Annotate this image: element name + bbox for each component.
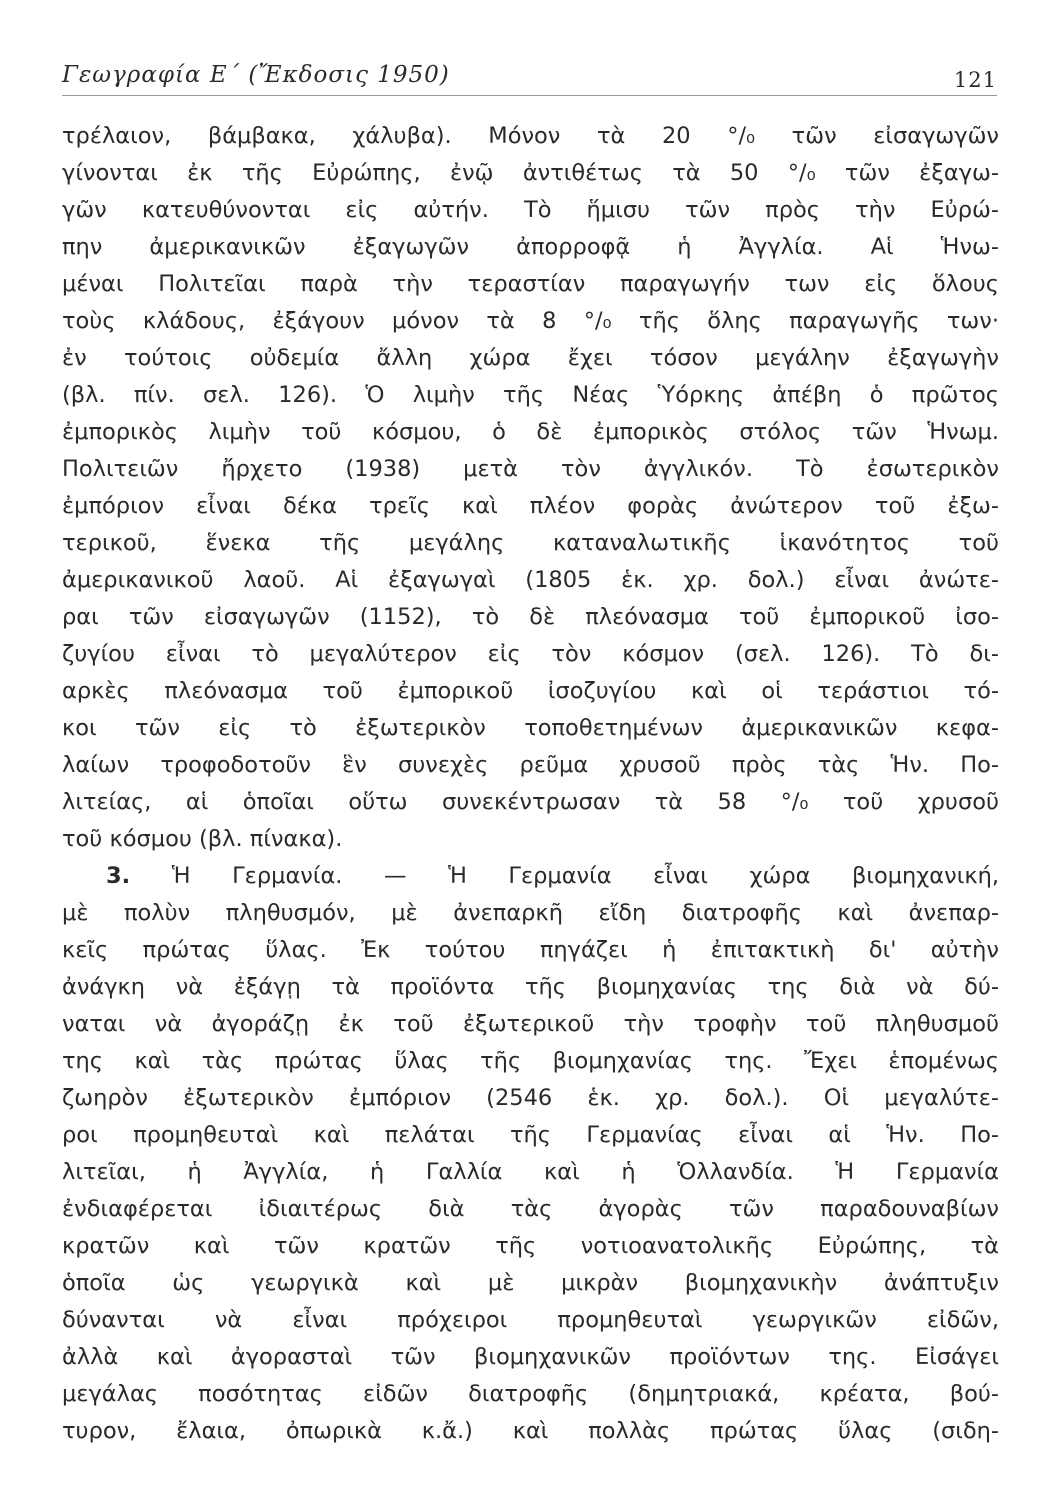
text-line: τοὺς κλάδους, ἐξάγουν μόνον τὰ 8 °/₀ τῆς ὅλης παραγωγῆς των· xyxy=(62,308,999,334)
text-line: ἀνάγκη νὰ ἐξάγῃ τὰ προϊόντα τῆς βιομηχανίας της διὰ νὰ δύ- xyxy=(62,974,999,1000)
text-line: κρατῶν καὶ τῶν κρατῶν τῆς νοτιοανατολικῆς Εὐρώπης, τὰ xyxy=(62,1233,999,1259)
text-line: λαίων τροφοδοτοῦν ἓν συνεχὲς ρεῦμα χρυσοῦ πρὸς τὰς Ἡν. Πο- xyxy=(62,752,999,778)
text-line: τερικοῦ, ἕνεκα τῆς μεγάλης καταναλωτικῆς ἱκανότητος τοῦ xyxy=(62,530,999,556)
text-line: ζωηρὸν ἐξωτερικὸν ἐμπόριον (2546 ἑκ. χρ. δολ.). Οἱ μεγαλύτε- xyxy=(62,1085,999,1111)
text-line: μὲ πολὺν πληθυσμόν, μὲ ἀνεπαρκῆ εἴδη διατροφῆς καὶ ἀνεπαρ- xyxy=(62,900,999,926)
text-line: ροι προμηθευταὶ καὶ πελάται τῆς Γερμανίας εἶναι αἱ Ἡν. Πο- xyxy=(62,1122,999,1148)
text-line: τυρον, ἔλαια, ὀπωρικὰ κ.ἄ.) καὶ πολλὰς πρώτας ὕλας (σιδη- xyxy=(62,1418,999,1444)
section-heading-text: Ἡ Γερμανία. — Ἡ Γερμανία εἶναι χώρα βιομηχανική, xyxy=(171,863,999,889)
text-line: τρέλαιον, βάμβακα, χάλυβα). Μόνον τὰ 20 °/₀ τῶν εἰσαγωγῶν xyxy=(62,123,999,149)
text-line: τοῦ κόσμου (βλ. πίνακα). xyxy=(62,826,343,852)
text-line: λιτεῖαι, ἡ Ἀγγλία, ἡ Γαλλία καὶ ἡ Ὁλλανδία. Ἡ Γερμανία xyxy=(62,1159,999,1185)
text-line: ὁποῖα ὡς γεωργικὰ καὶ μὲ μικρὰν βιομηχανικὴν ἀνάπτυξιν xyxy=(62,1270,999,1296)
text-line: ἀμερικανικοῦ λαοῦ. Αἱ ἐξαγωγαὶ (1805 ἑκ. χρ. δολ.) εἶναι ἀνώτε- xyxy=(62,567,999,593)
text-line: ζυγίου εἶναι τὸ μεγαλύτερον εἰς τὸν κόσμον (σελ. 126). Τὸ δι- xyxy=(62,641,999,667)
text-line: Πολιτειῶν ἤρχετο (1938) μετὰ τὸν ἀγγλικόν. Τὸ ἐσωτερικὸν xyxy=(62,456,999,482)
text-line: γίνονται ἐκ τῆς Εὐρώπης, ἐνῷ ἀντιθέτως τὰ 50 °/₀ τῶν ἐξαγω- xyxy=(62,160,999,186)
page-number: 121 xyxy=(953,68,997,92)
text-line: κεῖς πρώτας ὕλας. Ἐκ τούτου πηγάζει ἡ ἐπιτακτικὴ δι' αὐτὴν xyxy=(62,937,999,963)
text-line: μέναι Πολιτεῖαι παρὰ τὴν τεραστίαν παραγωγήν των εἰς ὅλους xyxy=(62,271,999,297)
text-line: αρκὲς πλεόνασμα τοῦ ἐμπορικοῦ ἰσοζυγίου καὶ οἱ τεράστιοι τό- xyxy=(62,678,999,704)
text-line: ἐμπόριον εἶναι δέκα τρεῖς καὶ πλέον φορὰς ἀνώτερον τοῦ ἐξω- xyxy=(62,493,999,519)
text-line: ἐμπορικὸς λιμὴν τοῦ κόσμου, ὁ δὲ ἐμπορικὸς στόλος τῶν Ἡνωμ. xyxy=(62,419,999,445)
body-text xyxy=(62,118,999,1450)
section-number: 3. xyxy=(106,863,131,889)
text-line: (βλ. πίν. σελ. 126). Ὁ λιμὴν τῆς Νέας Ὑόρκης ἀπέβη ὁ πρῶτος xyxy=(62,382,999,408)
text-line: ἐν τούτοις οὐδεμία ἄλλη χώρα ἔχει τόσον μεγάλην ἐξαγωγὴν xyxy=(62,345,999,371)
text-line: κοι τῶν εἰς τὸ ἐξωτερικὸν τοποθετημένων ἀμερικανικῶν κεφα- xyxy=(62,715,999,741)
text-line: λιτείας, αἱ ὁποῖαι οὕτω συνεκέντρωσαν τὰ 58 °/₀ τοῦ χρυσοῦ xyxy=(62,789,999,815)
running-head-title: Γεωγραφία Ε΄ (Ἔκδοσις 1950) xyxy=(62,62,450,88)
text-line: ἀλλὰ καὶ ἀγορασταὶ τῶν βιομηχανικῶν προϊόντων της. Εἰσάγει xyxy=(62,1344,999,1370)
section-heading-line xyxy=(62,858,999,895)
text-line: της καὶ τὰς πρώτας ὕλας τῆς βιομηχανίας της. Ἔχει ἑπομένως xyxy=(62,1048,999,1074)
text-line: πην ἀμερικανικῶν ἐξαγωγῶν ἀπορροφᾷ ἡ Ἀγγλία. Αἱ Ἡνω- xyxy=(62,234,999,260)
text-line: ναται νὰ ἀγοράζῃ ἐκ τοῦ ἐξωτερικοῦ τὴν τροφὴν τοῦ πληθυσμοῦ xyxy=(62,1011,999,1037)
text-line: δύνανται νὰ εἶναι πρόχειροι προμηθευταὶ γεωργικῶν εἰδῶν, xyxy=(62,1307,999,1333)
text-line: ἐνδιαφέρεται ἰδιαιτέρως διὰ τὰς ἀγορὰς τῶν παραδουναβίων xyxy=(62,1196,999,1222)
text-line: γῶν κατευθύνονται εἰς αὐτήν. Τὸ ἥμισυ τῶν πρὸς τὴν Εὐρώ- xyxy=(62,197,999,223)
header-rule xyxy=(62,95,997,96)
running-header xyxy=(62,62,997,102)
text-line: μεγάλας ποσότητας εἰδῶν διατροφῆς (δημητριακά, κρέατα, βού- xyxy=(62,1381,999,1407)
text-line: ραι τῶν εἰσαγωγῶν (1152), τὸ δὲ πλεόνασμα τοῦ ἐμπορικοῦ ἰσο- xyxy=(62,604,999,630)
